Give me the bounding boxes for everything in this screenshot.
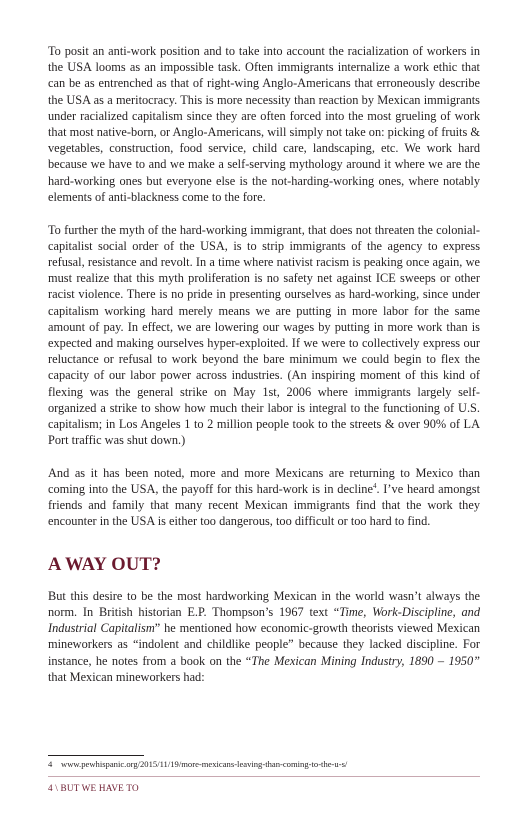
paragraph-4-text-e: that Mexican mineworkers had: [48,669,205,684]
paragraph-2: To further the myth of the hard-working immigrant, that does not threaten the colonial-capitalist social order of the USA, is to strip immigrants of the agency to express refusal, resistance and revolt. In a time where nativist racism is peaking once again, we must realize that this myth proliferation is no safety net against ICE sweeps or other racist violence. There is no pride in presenting ourselves as hard-working, since under capitalism working hard merely means we are putting in more labor for the same amount of pay. In effect, we are lowering our wages by putting in more work than is expected and making ourselves hyper-exploited. If we were to collectively express our reluctance or refusal to work beyond the bare minimum we could begin to flex the capacity of our labor power across industries. (An inspiring moment of this kind of flexing was the general strike on May 1st, 2006 where immigrants largely self-organized a strike to show how much their labor is integral to the functioning of U.S. capitalism; in Los Angeles 1 to 2 million people took to the streets & over 90% of LA Port traffic was shut down.) [48,222,480,448]
cited-title-thompson: Time, Work-Discipline, and Industrial Capitalism [48,604,480,636]
page-footer [48,783,139,794]
footnote-reference[interactable]: 4 [372,481,377,490]
section-heading: A WAY OUT? [48,554,162,575]
footnote-link[interactable]: www.pewhispanic.org/2015/11/19/more-mexicans-leaving-than-coming-to-the-u-s/ [61,759,348,769]
paragraph-4 [48,588,480,685]
footnote [48,759,480,770]
footnote-number: 4 [48,759,53,769]
paragraph-4-text-a: But this desire to be the most hardworking Mexican in the world wasn’t always the norm. In British historian E.P. Thompson’s 1967 text “ [48,588,480,619]
cited-title-mining-industry: The Mexican Mining Industry, 1890 – 1950” [251,653,480,668]
paragraph-3-text-b: . I’ve heard amongst friends and family that many recent Mexican immigrants find that the work they encounter in the USA is either too dangerous, too difficult or too hard to find. [48,482,480,529]
footnote-divider [48,755,144,756]
paragraph-4-text-c: ” he mentioned how economic-growth theorists viewed Mexican mineworkers as “indolent and childlike people” because they lacked discipline. For instance, he notes from a book on the “ [48,621,480,668]
page-number: 4 [48,783,53,793]
footer-divider [48,776,480,777]
page-body [48,43,480,685]
paragraph-1: To posit an anti-work position and to take into account the racialization of workers in the USA looms as an impossible task. Often immigrants internalize a work ethic that can be as entrenched as that of right-wing Anglo-Americans that erroneously describe the USA as a meritocracy. This is more necessity than reaction by Mexican immigrants under racialized capitalism since they are often forced into the most grueling of work that most native-born, or Anglo-Americans, will simply not take on: picking of fruits & vegetables, construction, food service, child care, landscaping, etc. We work hard because we have to and we make a self-serving mythology around it where we are the hard-working ones but everyone else is the not-harding-working ones, where notably elements of anti-blackness come to the fore. [48,44,480,204]
paragraph-3 [48,465,480,530]
running-title: BUT WE HAVE TO [60,783,139,793]
paragraph-3-text-a: And as it has been noted, more and more Mexicans are returning to Mexico than coming into the USA, the payoff for this hard-work is in decline [48,465,480,497]
footer-separator: \ [52,783,61,793]
